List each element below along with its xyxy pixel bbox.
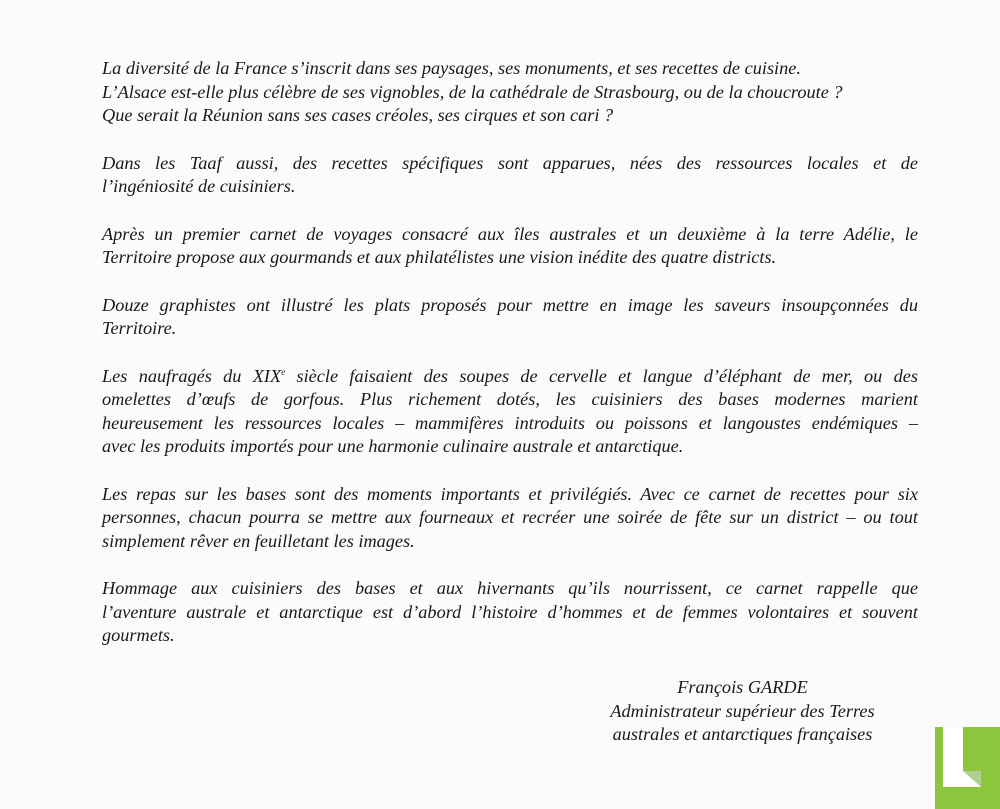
text-fragment: siècle faisaient des soupes de cervelle et langue d’éléphant de mer, ou des (285, 365, 918, 386)
signature-title-line: australes et antarctiques françaises (612, 724, 873, 744)
paragraph-graphic-designers (102, 294, 918, 341)
signature-block (590, 676, 895, 747)
text-line: avec les produits importés pour une harmonie culinaire australe et antarctique. (102, 436, 684, 456)
text-line: Territoire. (102, 318, 177, 338)
paragraph-taaf-recipes (102, 152, 918, 199)
paragraph-tribute (102, 577, 918, 648)
superscript: e (281, 366, 286, 377)
text-line: La diversité de la France s’inscrit dans ses paysages, ses monuments, et ses recettes de cuisine. (102, 58, 801, 78)
lastdodo-logo-icon (935, 727, 1000, 809)
text-line: Territoire propose aux gourmands et aux philatélistes une vision inédite des quatre districts. (102, 247, 777, 267)
text-line: Après un premier carnet de voyages consacré aux îles australes et un deuxième à la terre Adélie, le (102, 223, 918, 244)
text-line: Douze graphistes ont illustré les plats proposés pour mettre en image les saveurs insoupçonnées du (102, 294, 918, 315)
signature-name: François GARDE (677, 677, 808, 697)
text-line: l’ingéniosité de cuisiniers. (102, 176, 296, 196)
text-line: simplement rêver en feuilletant les images. (102, 530, 415, 551)
text-line (102, 365, 918, 389)
text-fragment: Les naufragés du XIX (102, 365, 282, 386)
text-line: Hommage aux cuisiniers des bases et aux hivernants qu’ils nourrissent, ce carnet rappelle que (102, 578, 918, 598)
paragraph-travel-notebooks (102, 223, 918, 270)
paragraph-diversity (102, 57, 918, 128)
text-line: Que serait la Réunion sans ses cases créoles, ses cirques et son cari ? (102, 105, 614, 125)
signature-title-line: Administrateur supérieur des Terres (610, 700, 875, 721)
text-line: Dans les Taaf aussi, des recettes spécifiques sont apparues, nées des ressources locales et de (102, 152, 918, 173)
text-line: gourmets. (102, 625, 175, 645)
text-line: l’aventure australe et antarctique est d’abord l’histoire d’hommes et de femmes volontaires et souvent (102, 601, 918, 622)
text-line: L’Alsace est-elle plus célèbre de ses vignobles, de la cathédrale de Strasbourg, ou de la choucroute ? (102, 81, 843, 102)
text-line: omelettes d’œufs de gorfous. Plus richement dotés, les cuisiniers des bases modernes marient (102, 389, 918, 409)
text-line: personnes, chacun pourra se mettre aux fourneaux et recréer une soirée de fête sur un district – ou tout (102, 507, 918, 527)
paragraph-meals (102, 483, 918, 554)
document-body (102, 57, 918, 672)
text-line: Les repas sur les bases sont des moments importants et privilégiés. Avec ce carnet de recettes pour six (102, 483, 918, 504)
text-line: heureusement les ressources locales – mammifères introduits ou poissons et langoustes endémiques – (102, 412, 918, 433)
paragraph-shipwrecked (102, 365, 918, 459)
